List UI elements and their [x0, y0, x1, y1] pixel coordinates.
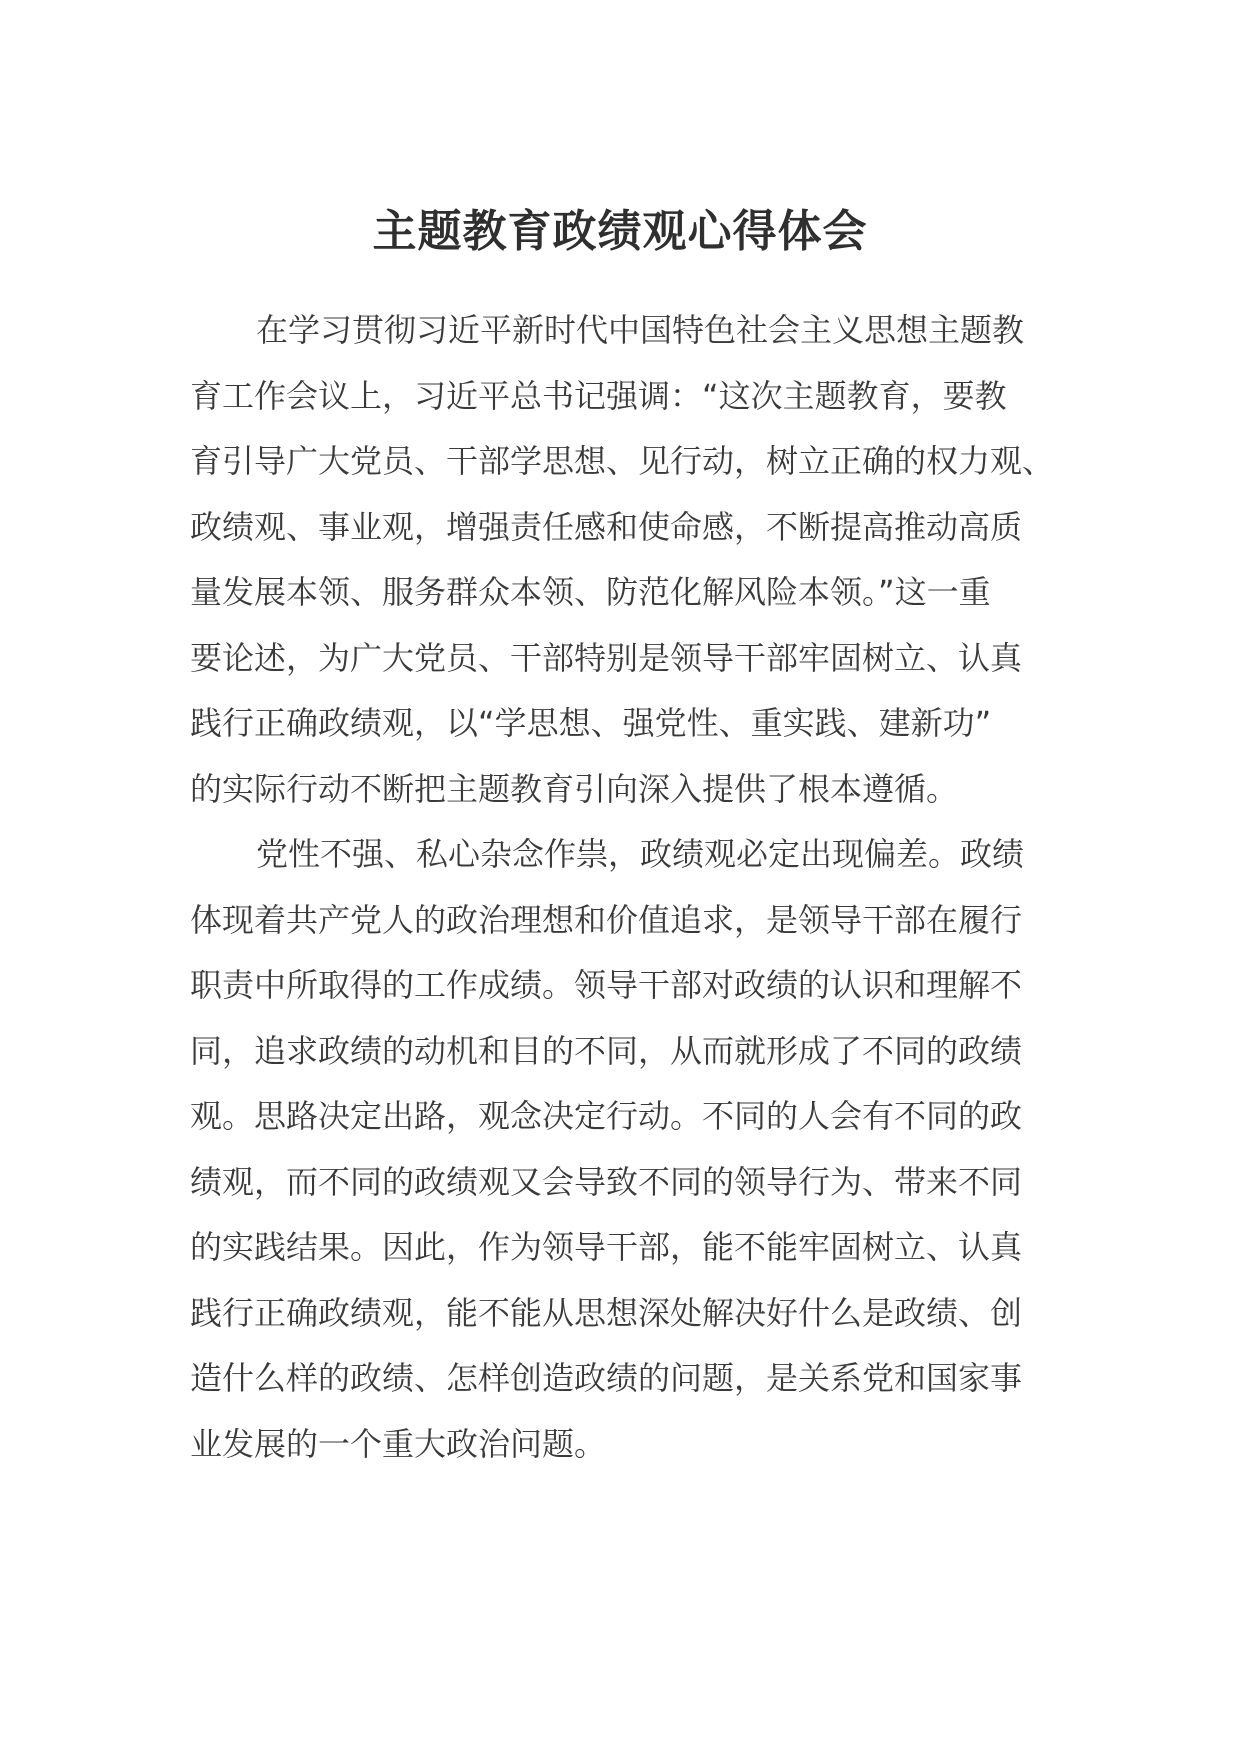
text-line: 育工作会议上，习近平总书记强调：“这次主题教育，要教 — [190, 376, 1007, 415]
paragraph-2 — [190, 822, 1050, 1477]
text-line: 造什么样的政绩、怎样创造政绩的问题，是关系党和国家事 — [190, 1359, 1023, 1397]
document-title: 主题教育政绩观心得体会 — [372, 206, 868, 257]
text-line: 量发展本领、服务群众本领、防范化解风险本领。”这一重 — [190, 573, 991, 611]
text-line: 的实际行动不断把主题教育引向深入提供了根本遵循。 — [190, 769, 959, 808]
text-line: 业发展的一个重大政治问题。 — [190, 1424, 607, 1463]
text-line: 在学习贯彻习近平新时代中国特色社会主义思想主题教 — [256, 311, 1025, 349]
text-line: 观。思路决定出路，观念决定行动。不同的人会有不同的政 — [190, 1097, 1023, 1135]
text-line: 党性不强、私心杂念作祟，政绩观必定出现偏差。政绩 — [256, 835, 1025, 873]
text-line: 职责中所取得的工作成绩。领导干部对政绩的认识和理解不 — [190, 966, 1023, 1004]
text-line: 绩观，而不同的政绩观又会导致不同的领导行为、带来不同 — [190, 1162, 1023, 1201]
document-body — [190, 298, 1055, 1477]
text-line: 同，追求政绩的动机和目的不同，从而就形成了不同的政绩 — [190, 1031, 1023, 1070]
text-line: 育引导广大党员、干部学思想、见行动，树立正确的权力观、 — [190, 442, 1055, 480]
text-line: 践行正确政绩观，能不能从思想深处解决好什么是政绩、创 — [190, 1293, 1023, 1332]
text-line: 要论述，为广大党员、干部特别是领导干部牢固树立、认真 — [190, 638, 1023, 677]
text-line: 政绩观、事业观，增强责任感和使命感，不断提高推动高质 — [190, 507, 1023, 546]
text-line: 践行正确政绩观，以“学思想、强党性、重实践、建新功” — [190, 704, 992, 742]
text-line: 的实践结果。因此，作为领导干部，能不能牢固树立、认真 — [190, 1228, 1023, 1266]
text-line: 体现着共产党人的政治理想和价值追求，是领导干部在履行 — [190, 900, 1023, 939]
paragraph-1 — [190, 298, 1055, 822]
